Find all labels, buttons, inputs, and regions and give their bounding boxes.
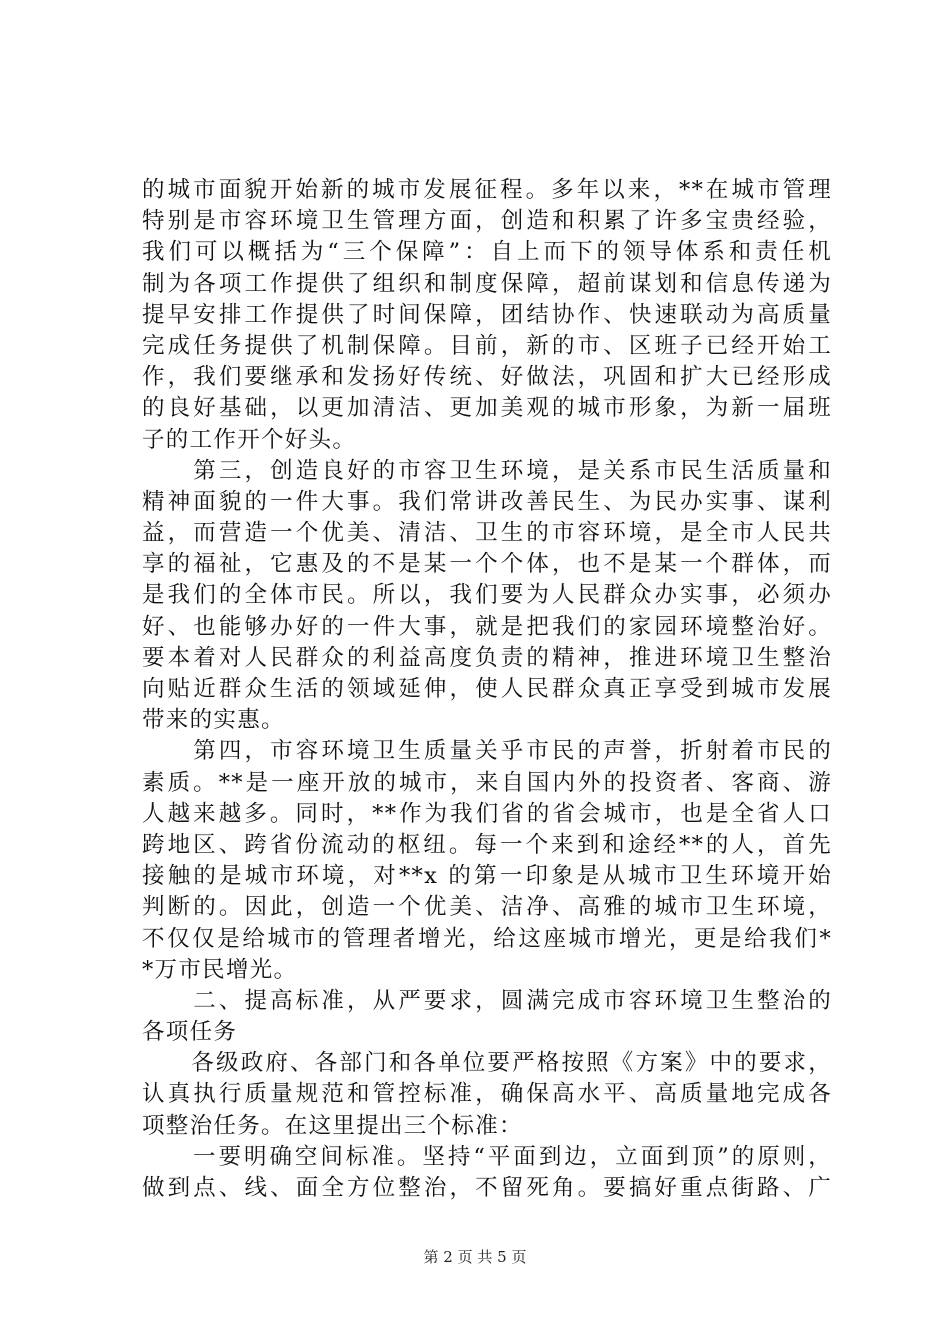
text-line: 要本着对人民群众的利益高度负责的精神，推进环境卫生整治 [142, 644, 832, 671]
text-line: 是我们的全体市民。所以，我们要为人民群众办实事，必须办 [142, 582, 832, 609]
text-line: 一要明确空间标准。坚持“平面到边，立面到顶”的原则， [142, 1143, 832, 1170]
text-line: 接触的是城市环境，对**x 的第一印象是从城市卫生环境开始 [142, 863, 832, 890]
text-line: 各项任务 [142, 1019, 238, 1046]
text-line: 跨地区、跨省份流动的枢纽。每一个来到和途经**的人，首先 [142, 831, 832, 858]
text-line: 第三，创造良好的市容卫生环境，是关系市民生活质量和 [142, 457, 832, 484]
text-line: 的良好基础，以更加清洁、更加美观的城市形象，为新一届班 [142, 395, 832, 422]
text-line: 带来的实惠。 [142, 707, 285, 734]
text-line: 作，我们要继承和发扬好传统、好做法，巩固和扩大已经形成 [142, 364, 832, 391]
text-line: 子的工作开个好头。 [142, 426, 357, 453]
page-footer: 第 2 页 共 5 页 [423, 1248, 527, 1266]
text-line: 益，而营造一个优美、清洁、卫生的市容环境，是全市人民共 [142, 520, 832, 547]
text-line: 向贴近群众生活的领域延伸，使人民群众真正享受到城市发展 [142, 676, 832, 702]
text-line: 人越来越多。同时，**作为我们省的省会城市，也是全省人口 [142, 800, 832, 827]
text-line: 第四，市容环境卫生质量关乎市民的声誉，折射着市民的 [142, 738, 832, 765]
text-line: 项整治任务。在这里提出三个标准： [142, 1112, 523, 1139]
text-line: 制为各项工作提供了组织和制度保障，超前谋划和信息传递为 [142, 270, 832, 297]
text-line: 好、也能够办好的一件大事，就是把我们的家园环境整治好。 [142, 613, 832, 640]
text-line: 各级政府、各部门和各单位要严格按照《方案》中的要求， [142, 1050, 832, 1077]
text-line: 享的福祉，它惠及的不是某一个个体，也不是某一个群体，而 [142, 551, 832, 578]
text-line: 不仅仅是给城市的管理者增光，给这座城市增光，更是给我们* [142, 925, 832, 952]
text-line: 做到点、线、面全方位整治，不留死角。要搞好重点街路、广 [142, 1175, 832, 1201]
document-body [142, 175, 832, 1204]
text-line: 认真执行质量规范和管控标准，确保高水平、高质量地完成各 [142, 1081, 832, 1108]
text-line: 特别是市容环境卫生管理方面，创造和积累了许多宝贵经验， [142, 208, 832, 235]
text-line: 我们可以概括为“三个保障”：自上而下的领导体系和责任机 [142, 239, 832, 266]
text-line: 二、提高标准，从严要求，圆满完成市容环境卫生整治的 [142, 987, 832, 1014]
text-line: 提早安排工作提供了时间保障，团结协作、快速联动为高质量 [142, 301, 832, 328]
text-line: 完成任务提供了机制保障。目前，新的市、区班子已经开始工 [142, 332, 832, 359]
text-line: 判断的。因此，创造一个优美、洁净、高雅的城市卫生环境， [142, 894, 832, 921]
text-line: *万市民增光。 [142, 956, 298, 983]
text-line: 素质。**是一座开放的城市，来自国内外的投资者、客商、游 [142, 769, 832, 796]
text-line: 精神面貌的一件大事。我们常讲改善民生、为民办实事、谋利 [142, 488, 832, 515]
text-line: 的城市面貌开始新的城市发展征程。多年以来，**在城市管理 [142, 177, 832, 203]
